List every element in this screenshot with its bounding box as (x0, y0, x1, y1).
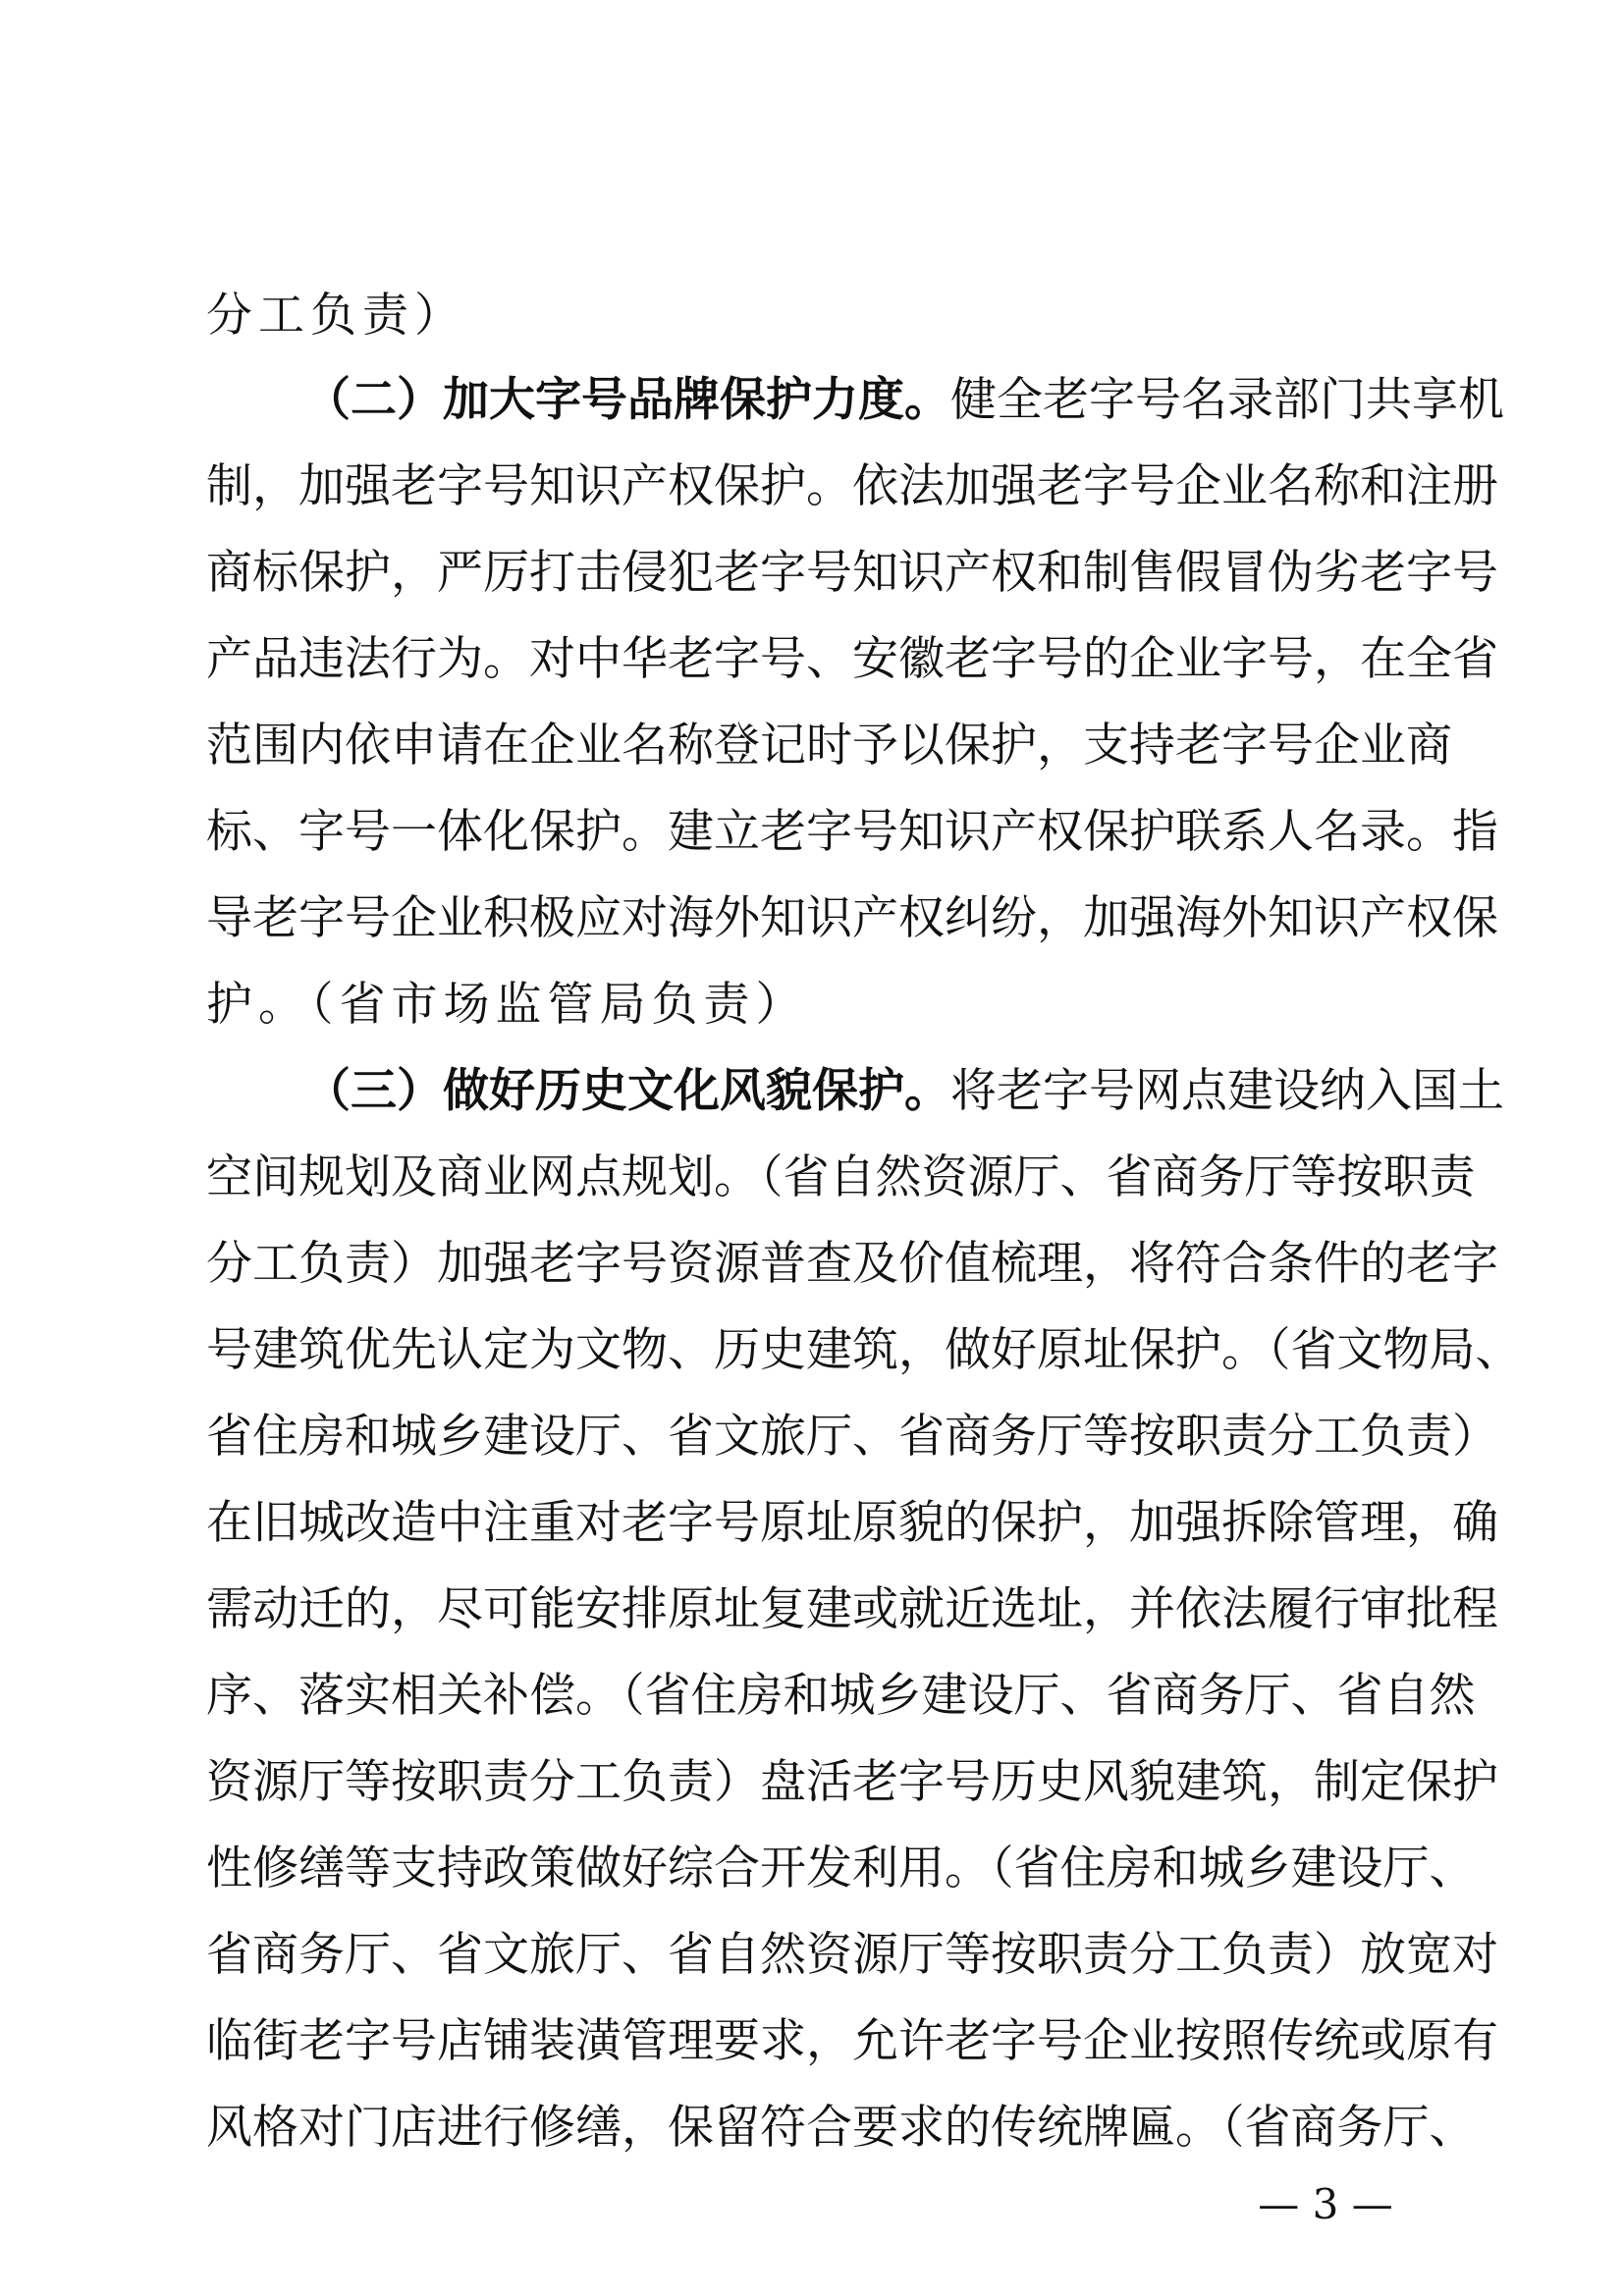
line-text: 需动迁的，尽可能安排原址复建或就近选址，并依法履行审批程 (206, 1582, 1498, 1636)
line-text: 导老字号企业积极应对海外知识产权纠纷，加强海外知识产权保 (206, 891, 1498, 945)
section-3-heading-line (304, 1052, 1504, 1131)
text-line-15 (206, 1484, 1498, 1563)
text-line-1 (206, 277, 1424, 355)
text-line-12 (206, 1225, 1498, 1304)
text-line-6 (206, 707, 1452, 785)
section-3-heading: （三）做好历史文化风貌保护。 (304, 1064, 950, 1118)
line-text: 产品违法行为。对中华老字号、安徽老字号的企业字号，在全省 (206, 632, 1498, 686)
line-text: 商标保护，严厉打击侵犯老字号知识产权和制售假冒伪劣老字号 (206, 546, 1498, 600)
text-line-13 (206, 1311, 1522, 1390)
section-2-heading-line (304, 361, 1504, 440)
text-line-5 (206, 620, 1498, 699)
text-line-8 (206, 880, 1498, 958)
line-text: 临街老字号店铺装潢管理要求，允许老字号企业按照传统或原有 (206, 2014, 1498, 2068)
line-text: 性修缮等支持政策做好综合开发利用。（省住房和城乡建设厅、 (206, 1842, 1476, 1896)
text-line-21 (206, 2002, 1498, 2081)
text-line-9 (206, 966, 1424, 1044)
text-line-7 (206, 793, 1498, 872)
text-line-14 (206, 1398, 1498, 1476)
text-line-18 (206, 1743, 1498, 1822)
line-text: 制，加强老字号知识产权保护。依法加强老字号企业名称和注册 (206, 459, 1498, 513)
line-text: 在旧城改造中注重对老字号原址原貌的保护，加强拆除管理，确 (206, 1496, 1498, 1550)
line-text: 序、落实相关补偿。（省住房和城乡建设厅、省商务厅、省自然 (206, 1669, 1476, 1723)
text-line-4 (206, 534, 1498, 613)
line-text: 号建筑优先认定为文物、历史建筑，做好原址保护。（省文物局、 (206, 1323, 1522, 1377)
line-text: 护。（省市场监管局负责） (206, 978, 808, 1032)
line-text: 省住房和城乡建设厅、省文旅厅、省商务厅等按职责分工负责） (206, 1410, 1498, 1464)
text-line-20 (206, 1916, 1498, 1995)
line-text: 标、字号一体化保护。建立老字号知识产权保护联系人名录。指 (206, 805, 1498, 859)
line-text: 空间规划及商业网点规划。（省自然资源厅、省商务厅等按职责 (206, 1150, 1476, 1204)
text-line-11 (206, 1139, 1476, 1217)
section-2-heading: （二）加大字号品牌保护力度。 (304, 373, 950, 427)
line-text: 范围内依申请在企业名称登记时予以保护，支持老字号企业商 (206, 719, 1452, 773)
text-line-19 (206, 1830, 1476, 1908)
line-text: 风格对门店进行修缮，保留符合要求的传统牌匾。（省商务厅、 (206, 2101, 1476, 2155)
page-number: — 3 — (1258, 2180, 1393, 2228)
text-line-22 (206, 2089, 1476, 2167)
line-text: 资源厅等按职责分工负责）盘活老字号历史风貌建筑，制定保护 (206, 1755, 1498, 1809)
text-line-17 (206, 1657, 1476, 1735)
line-text: 健全老字号名录部门共享机 (950, 373, 1504, 427)
text-line-3 (206, 448, 1498, 526)
text-line-16 (206, 1571, 1498, 1649)
line-text: 将老字号网点建设纳入国土 (950, 1064, 1504, 1118)
line-text: 分工负责） (206, 289, 466, 343)
line-text: 分工负责）加强老字号资源普查及价值梳理，将符合条件的老字 (206, 1237, 1498, 1291)
line-text: 省商务厅、省文旅厅、省自然资源厅等按职责分工负责）放宽对 (206, 1928, 1498, 1982)
